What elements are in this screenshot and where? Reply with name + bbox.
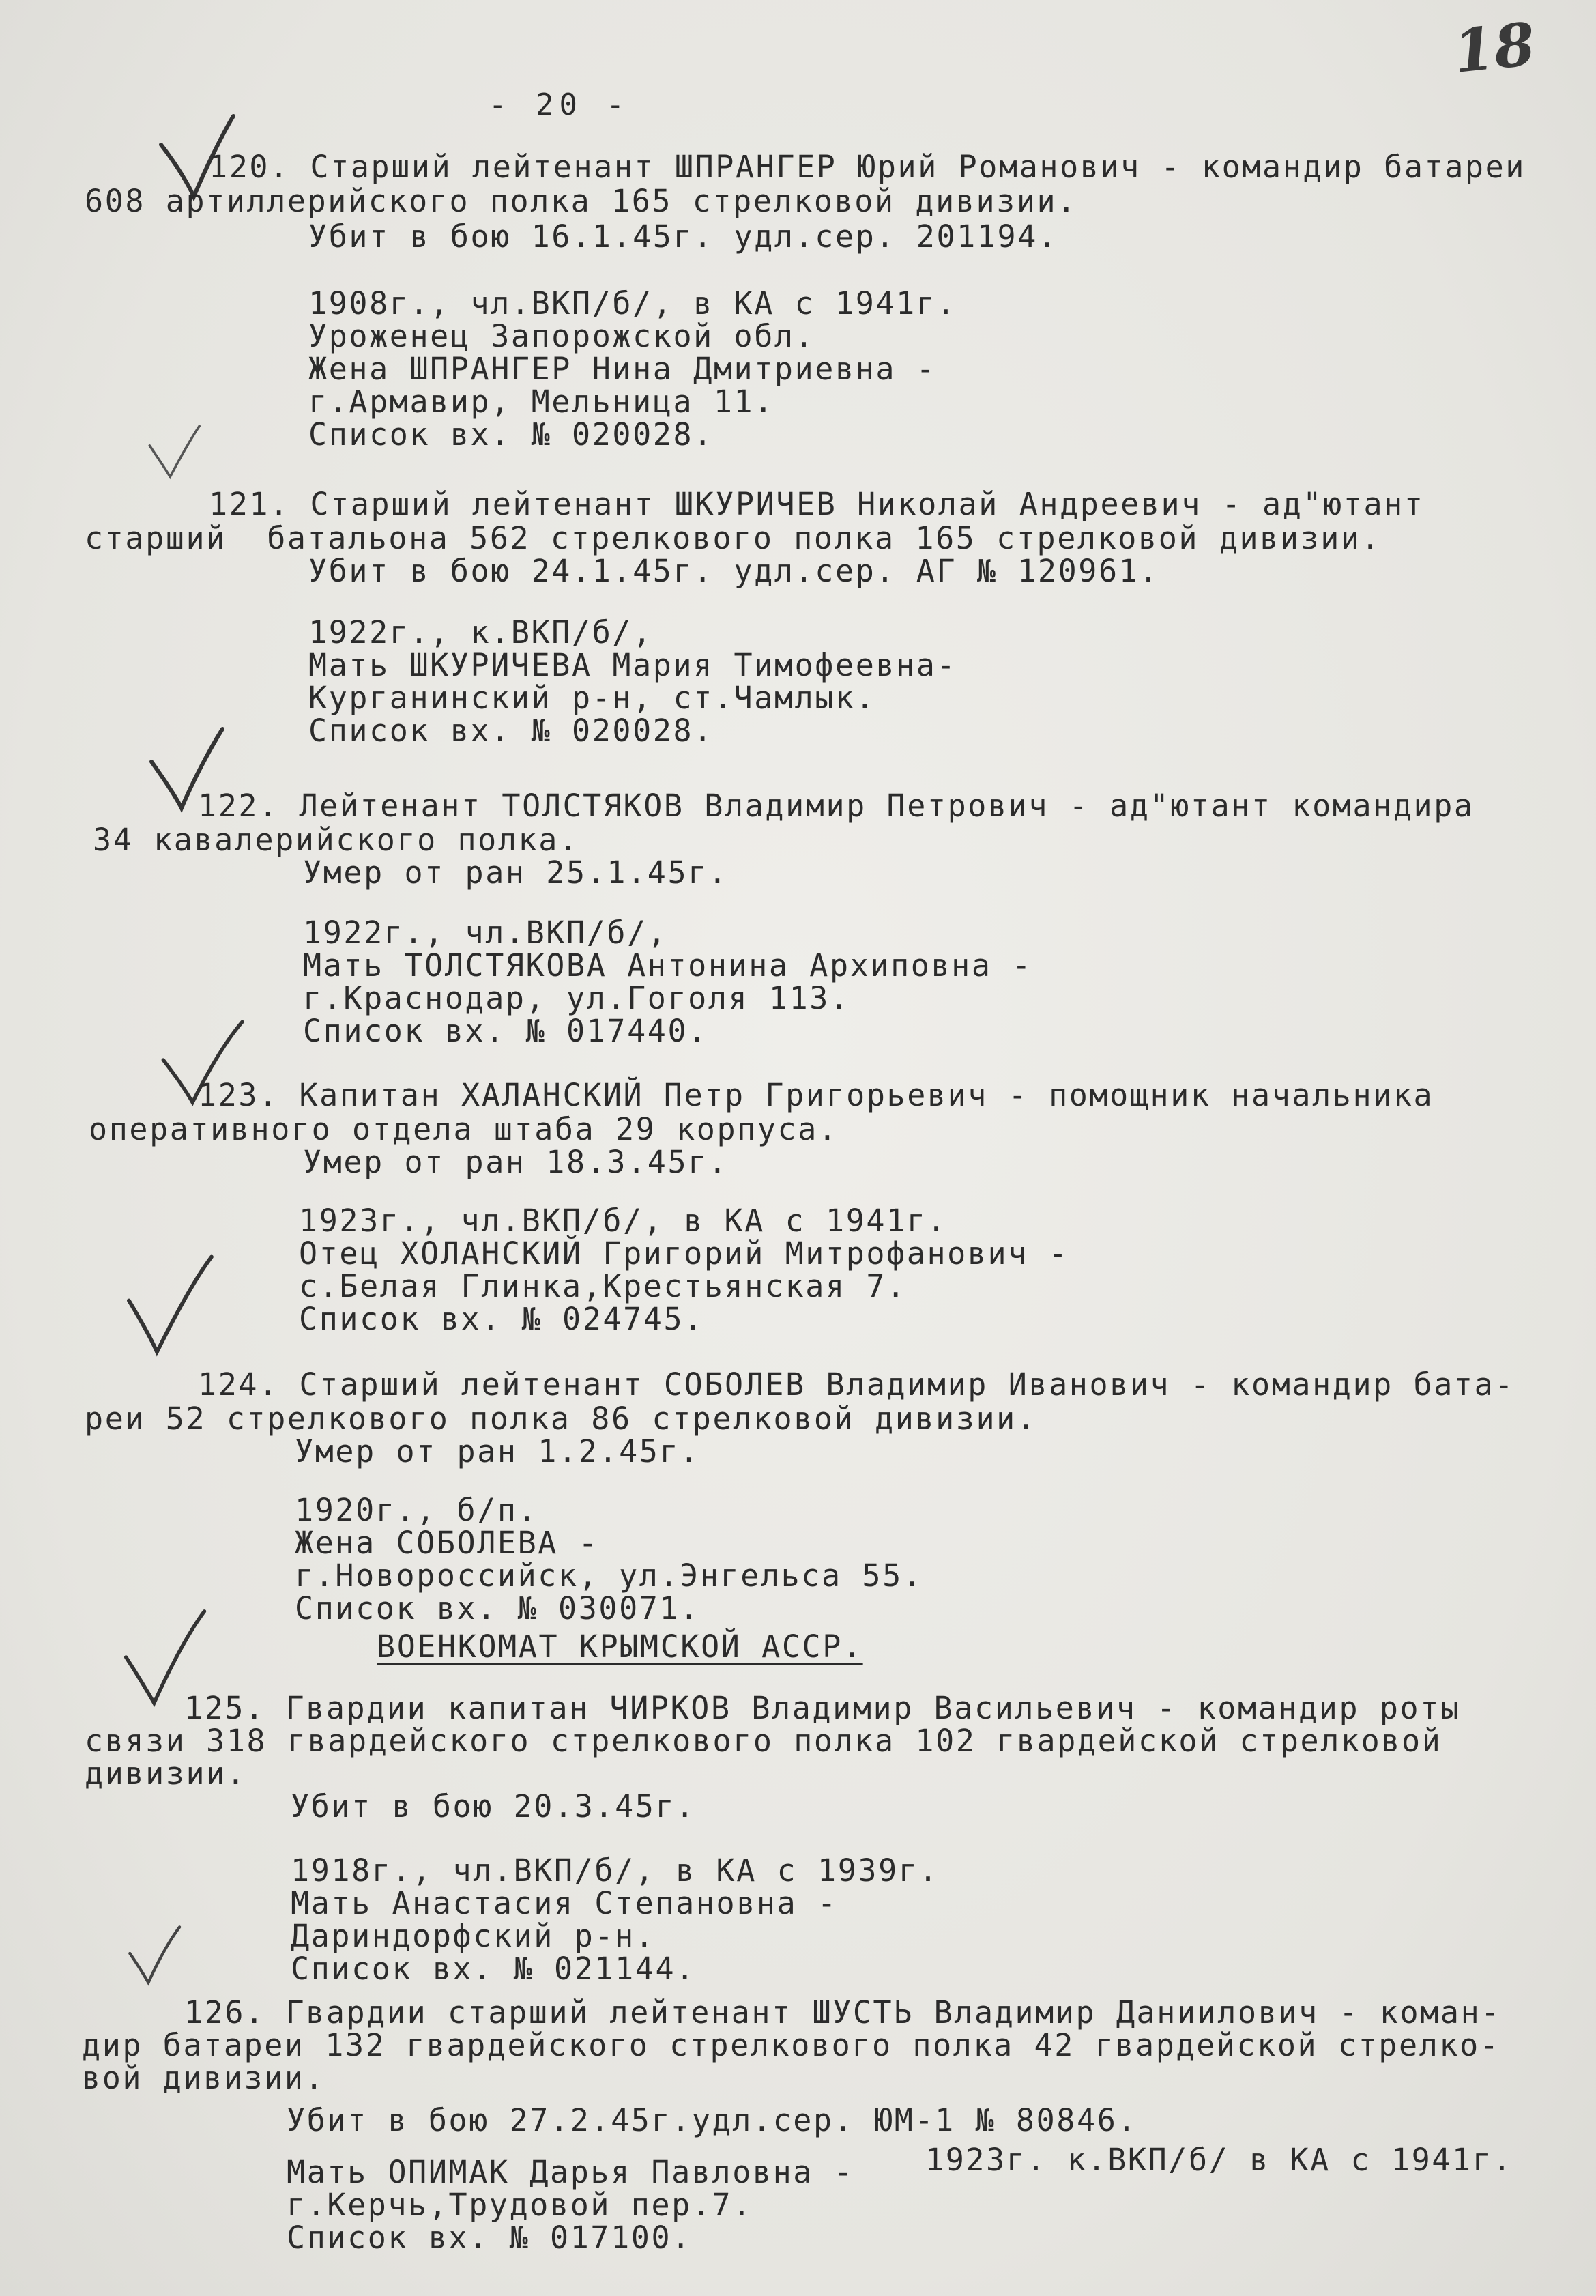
entry-126-info1b: 1923г. к.ВКП/б/ в КА с 1941г. (925, 2142, 1513, 2178)
entry-121-line1: 121. Старший лейтенант ШКУРИЧЕВ Николай Андреевич - ад"ютант (209, 486, 1425, 522)
entry-122-info3: г.Краснодар, ул.Гоголя 113. (303, 980, 850, 1016)
entry-126-line2: дир батареи 132 гвардейского стрелкового полка 42 гвардейской стрелко- (82, 2027, 1500, 2063)
entry-125-info2: Мать Анастасия Степановна - (291, 1885, 838, 1921)
entry-125-death: Убит в бою 20.3.45г. (291, 1788, 696, 1824)
entry-120-info3: Жена ШПРАНГЕР Нина Дмитриевна - (308, 351, 937, 387)
entry-126-line1: 126. Гвардии старший лейтенант ШУСТЬ Владимир Даниилович - коман- (184, 1994, 1501, 2030)
entry-124-death: Умер от ран 1.2.45г. (295, 1433, 700, 1469)
entry-121-death: Убит в бою 24.1.45г. удл.сер. АГ № 120961. (308, 553, 1160, 589)
entry-120-line2: 608 артиллерийского полка 165 стрелковой дивизии. (85, 183, 1077, 219)
entry-124-line1: 124. Старший лейтенант СОБОЛЕВ Владимир Иванович - командир бата- (198, 1366, 1515, 1403)
entry-123-line2: оперативного отдела штаба 29 корпуса. (89, 1111, 839, 1147)
section-heading: ВОЕНКОМАТ КРЫМСКОЙ АССР. (377, 1628, 863, 1665)
checkmark-icon (120, 1249, 216, 1358)
entry-125-line2: связи 318 гвардейского стрелкового полка 102 гвардейской стрелковой (85, 1723, 1442, 1759)
bleed-through-texture (805, 109, 1590, 2225)
entry-122-line2: 34 кавалерийского полка. (93, 822, 579, 858)
entry-126-info2: г.Керчь,Трудовой пер.7. (287, 2187, 753, 2223)
entry-120-line1: 120. Старший лейтенант ШПРАНГЕР Юрий Романович - командир батареи (209, 149, 1526, 185)
entry-125-list: Список вх. № 021144. (291, 1951, 696, 1987)
entry-121-line2: старший батальона 562 стрелкового полка 165 стрелковой дивизии. (85, 520, 1382, 556)
entry-125-info1: 1918г., чл.ВКП/б/, в КА с 1939г. (291, 1852, 940, 1889)
entry-120-info1: 1908г., чл.ВКП/б/, в КА с 1941г. (308, 285, 957, 321)
entry-120-info4: г.Армавир, Мельница 11. (308, 384, 774, 420)
entry-124-info3: г.Новороссийск, ул.Энгельса 55. (295, 1558, 923, 1594)
entry-125-line1: 125. Гвардии капитан ЧИРКОВ Владимир Васильевич - командир роты (184, 1690, 1461, 1726)
entry-125-line3: дивизии. (85, 1755, 247, 1792)
checkmark-icon (143, 416, 205, 485)
entry-125-info3: Дариндорфский р-н. (291, 1918, 656, 1954)
entry-121-info1: 1922г., к.ВКП/б/, (308, 614, 653, 650)
entry-122-info1: 1922г., чл.ВКП/б/, (303, 915, 668, 951)
entry-124-list: Список вх. № 030071. (295, 1590, 700, 1626)
entry-122-line1: 122. Лейтенант ТОЛСТЯКОВ Владимир Петрович - ад"ютант командира (198, 788, 1475, 824)
entry-123-info2: Отец ХОЛАНСКИЙ Григорий Митрофанович - (299, 1235, 1069, 1272)
entry-121-info3: Курганинский р-н, ст.Чамлык. (308, 680, 876, 716)
checkmark-icon (120, 1919, 188, 1988)
entry-123-info1: 1923г., чл.ВКП/б/, в КА с 1941г. (299, 1203, 948, 1239)
entry-123-death: Умер от ран 18.3.45г. (303, 1144, 729, 1180)
entry-126-line3: вой дивизии. (82, 2060, 325, 2096)
entry-122-info2: Мать ТОЛСТЯКОВА Антонина Архиповна - (303, 947, 1032, 984)
entry-126-info1: Мать ОПИМАК Дарья Павловна - (287, 2154, 854, 2190)
page-number: - 20 - (489, 87, 630, 122)
entry-123-list: Список вх. № 024745. (299, 1301, 704, 1337)
entry-124-line2: реи 52 стрелкового полка 86 стрелковой дивизии. (85, 1401, 1037, 1437)
entry-126-list: Список вх. № 017100. (287, 2220, 692, 2256)
entry-121-list: Список вх. № 020028. (308, 713, 714, 749)
entry-120-info2: Уроженец Запорожской обл. (308, 318, 815, 354)
entry-122-death: Умер от ран 25.1.45г. (303, 855, 729, 891)
entry-123-line1: 123. Капитан ХАЛАНСКИЙ Петр Григорьевич - помощник начальника (198, 1077, 1434, 1113)
entry-124-info1: 1920г., б/п. (295, 1492, 538, 1528)
entry-122-list: Список вх. № 017440. (303, 1013, 708, 1049)
entry-124-info2: Жена СОБОЛЕВА - (295, 1525, 599, 1561)
handwritten-page-number: 18 (1450, 10, 1539, 87)
entry-120-list: Список вх. № 020028. (308, 416, 714, 453)
entry-123-info3: с.Белая Глинка,Крестьянская 7. (299, 1268, 907, 1304)
entry-120-death: Убит в бою 16.1.45г. удл.сер. 201194. (308, 218, 1058, 255)
entry-126-death: Убит в бою 27.2.45г.удл.сер. ЮМ-1 № 80846. (287, 2102, 1138, 2138)
entry-121-info2: Мать ШКУРИЧЕВА Мария Тимофеевна- (308, 647, 957, 683)
